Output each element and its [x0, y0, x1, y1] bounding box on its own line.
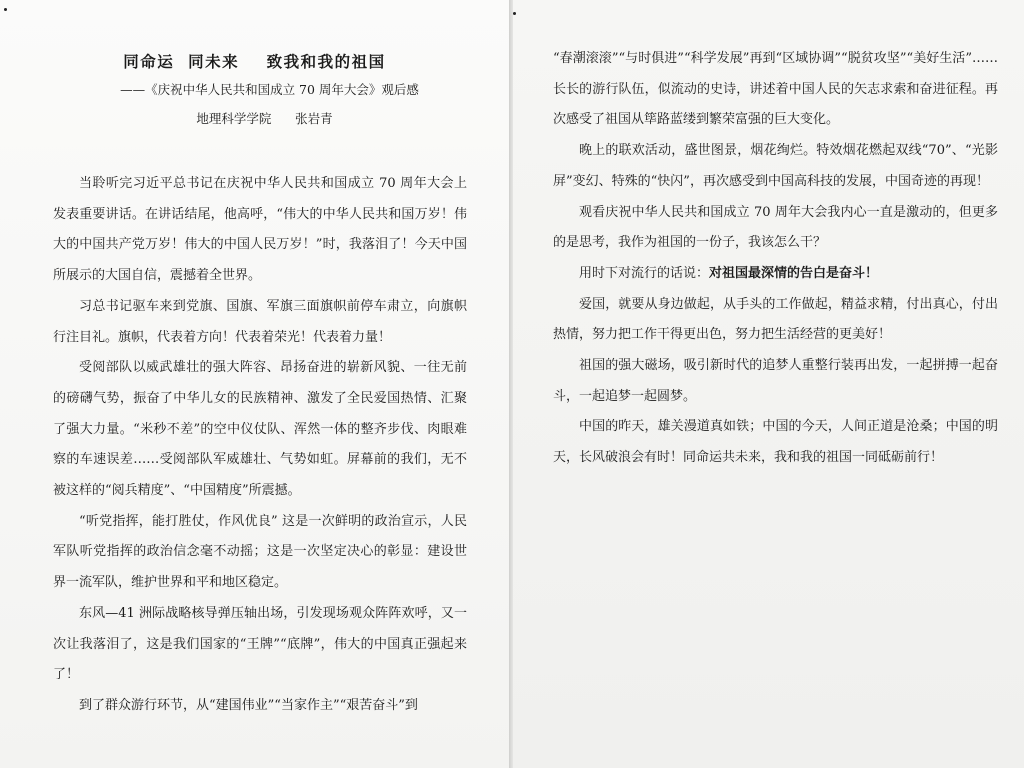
paragraph: 到了群众游行环节，从“建国伟业”“当家作主”“艰苦奋斗”到 [79, 697, 418, 713]
right-page [513, 0, 1024, 768]
emphasis-lead: 用时下对流行的话说： [579, 265, 710, 281]
emphasis-paragraph [553, 259, 998, 290]
right-body [553, 44, 998, 474]
paragraph: 受阅部队以威武雄壮的强大阵容、昂扬奋进的崭新风貌、一往无前的磅礴气势，振奋了中华儿女的民族精神、激发了全民爱国热情、汇聚了强大力量。“米秒不差”的空中仪仗队、浑然一体的整齐步伐、肉眼难察的车速误差……受阅部队军威雄壮、气势如虹。屏幕前的我们，无不被这样的“阅兵精度”、“中国精度”所震撼。 [53, 360, 467, 499]
paragraph: 东风—41 洲际战略核导弹压轴出场，引发现场观众阵阵欢呼，又一次让我落泪了，这是我们国家的“王牌”“底牌”，伟大的中国真正强起来了！ [53, 605, 467, 683]
scan-speck [513, 12, 516, 15]
document-subtitle: ——《庆祝中华人民共和国成立 70 周年大会》观后感 [120, 82, 419, 97]
paragraph: 观看庆祝中华人民共和国成立 70 周年大会我内心一直是激动的，但更多的是思考，我作为祖国的一份子，我该怎么干？ [553, 204, 998, 251]
paragraph: 当聆听完习近平总书记在庆祝中华人民共和国成立 70 周年大会上发表重要讲话。在讲话结尾，他高呼，“伟大的中华人民共和国万岁！伟大的中国共产党万岁！伟大的中国人民万岁！”时，我落泪了！今天中国所展示的大国自信，震撼着全世界。 [53, 176, 467, 284]
scan-speck [4, 8, 7, 11]
paragraph: 习总书记驱车来到党旗、国旗、军旗三面旗帜前停车肃立，向旗帜行注目礼。旗帜，代表着方向！代表着荣光！代表着力量！ [53, 298, 467, 345]
paragraph: 祖国的强大磁场，吸引新时代的追梦人重整行装再出发，一起拼搏一起奋斗，一起追梦一起圆梦。 [553, 358, 998, 404]
paragraph: “听党指挥，能打胜仗，作风优良” 这是一次鲜明的政治宣示，人民军队听党指挥的政治信念毫不动摇；这是一次坚定决心的彰显：建设世界一流军队，维护世界和平和地区稳定。 [53, 513, 467, 591]
paragraph: 爱国，就要从身边做起，从手头的工作做起，精益求精，付出真心，付出热情，努力把工作干得更出色，努力把生活经营的更美好！ [553, 296, 998, 343]
emphasis-bold: 对祖国最深情的告白是奋斗！ [709, 265, 879, 281]
author-line: 地理科学学院 张岩青 [196, 111, 333, 126]
document-title: 同命运 同未来 致我和我的祖国 [123, 52, 386, 71]
paragraph: 中国的昨天，雄关漫道真如铁；中国的今天，人间正道是沧桑；中国的明天，长风破浪会有时！同命运共未来，我和我的祖国一同砥砺前行！ [553, 419, 998, 466]
paragraph: 晚上的联欢活动，盛世图景，烟花绚烂。特效烟花燃起双线“70”、“光影屏”变幻、特殊的“快闪”，再次感受到中国高科技的发展，中国奇迹的再现！ [553, 143, 998, 189]
left-body [53, 169, 467, 722]
continuation-paragraph: “春潮滚滚”“与时俱进”“科学发展”再到“区域协调”“脱贫攻坚”“美好生活”……长长的游行队伍，似流动的史诗，讲述着中国人民的矢志求索和奋进征程。再次感受了祖国从筚路蓝缕到繁荣富强的巨大变化。 [553, 51, 998, 128]
left-page [0, 0, 509, 768]
